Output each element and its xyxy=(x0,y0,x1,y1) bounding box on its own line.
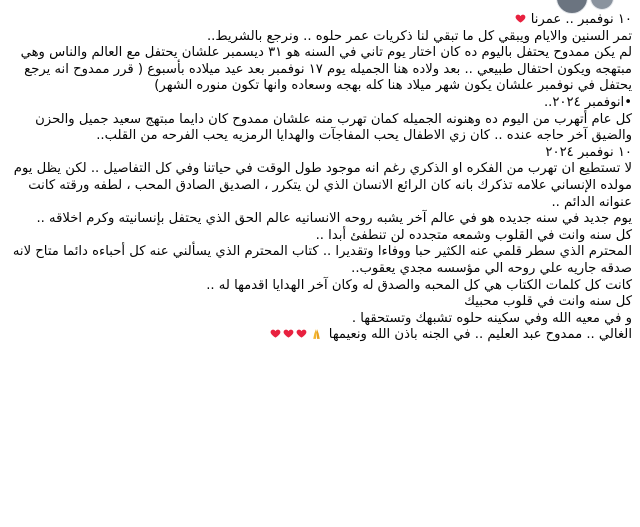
post-paragraph-5: كل عام أتهرب من اليوم ده وهنونه الجميله كمان تهرب منه علشان ممدوح كان دايما مبتهج سعيد جميل والحزن والضيق آخر حاجه عنده .. كان زي الاطفال يحب المفاجآت والهدايا الرمزيه يحب الفرحه من القلب.. xyxy=(35,111,632,144)
post-paragraph-12: كل سنه وانت في قلوب محبيك xyxy=(464,294,632,310)
post-paragraph-14 xyxy=(6,327,632,344)
avatar-secondary[interactable] xyxy=(590,0,614,10)
post-paragraph-11: كانت كل كلمات الكتاب هي كل المحبه والصدق له وكان آخر الهدايا اقدمها له .. xyxy=(206,277,632,293)
post-text xyxy=(6,12,632,344)
post-paragraph-8: يوم جديد في سنه جديده هو في عالم آخر يشبه روحه الانسانيه عالم الحق الذي يحتفل بإنسانيته وكرم اخلاقه .. xyxy=(36,211,632,227)
post-paragraph-1 xyxy=(6,12,632,29)
paragraph-text: الغالي .. ممدوح عبد العليم .. في الجنه باذن الله ونعيمها xyxy=(328,327,632,343)
post-paragraph-7: لا تستطيع ان تهرب من الفكره او الذكري رغم انه موجود طول الوقت في حياتنا وفي كل التفاصيل .. لكن يظل يوم مولده الإنساني علامه تذكرك بانه كان الرائع الانسان الذي لن يتكرر ، الصديق الصادق المحب ، لطفه ورقته كانت عنوانه الدائم .. xyxy=(13,161,632,210)
post-paragraph-6: ١٠ نوفمبر ٢٠٢٤ xyxy=(545,144,632,160)
post-paragraph-3: لم يكن ممدوح يحتفل باليوم ده كان اختار يوم تاني في السنه هو ٣١ ديسمبر علشان يحتفل مع العالم والناس وهي مبتهجه ويكون احتفال طبيعي .. بعد ولاده هنا الجميله يوم ١٧ نوفمبر بعد عيد ميلاده بأسبوع ( قرر ممدوح انه يرجع يحتفل في نوفمبر علشان يكون شهر ميلاد هنا كله بهجه وسعاده وانها تكون منوره الشهر) xyxy=(20,45,632,94)
paragraph-text: ١٠ نوفمبر .. عمرنا xyxy=(530,12,632,27)
top-bar xyxy=(0,0,640,12)
heart-icon xyxy=(283,328,294,339)
heart-icon xyxy=(270,328,281,339)
post-paragraph-10: المحترم الذي سطر قلمي عنه الكثير حبا ووفاءا وتقديرا .. كتاب المحترم الذي يسألني عنه كل أحباءه دائما متاح لانه صدقه جاريه علي روحه الي مؤسسه مجدي يعقوب.. xyxy=(12,244,632,276)
post-paragraph-13: و في معيه الله وفي سكينه حلوه تشبهك وتستحقها . xyxy=(351,310,632,326)
heart-icon xyxy=(296,328,307,339)
post-paragraph-9: كل سنه وانت في القلوب وشمعه متجدده لن تنطفئ أبدا .. xyxy=(315,227,632,243)
heart-icon xyxy=(515,13,526,24)
post-paragraph-4: •انوفمبر ٢٠٢٤.. xyxy=(543,94,632,110)
folded-hands-icon xyxy=(310,328,323,340)
post-paragraph-2: تمر السنين والايام ويبقي كل ما تبقي لنا ذكريات عمر حلوه .. ونرجع بالشريط.. xyxy=(206,28,632,44)
